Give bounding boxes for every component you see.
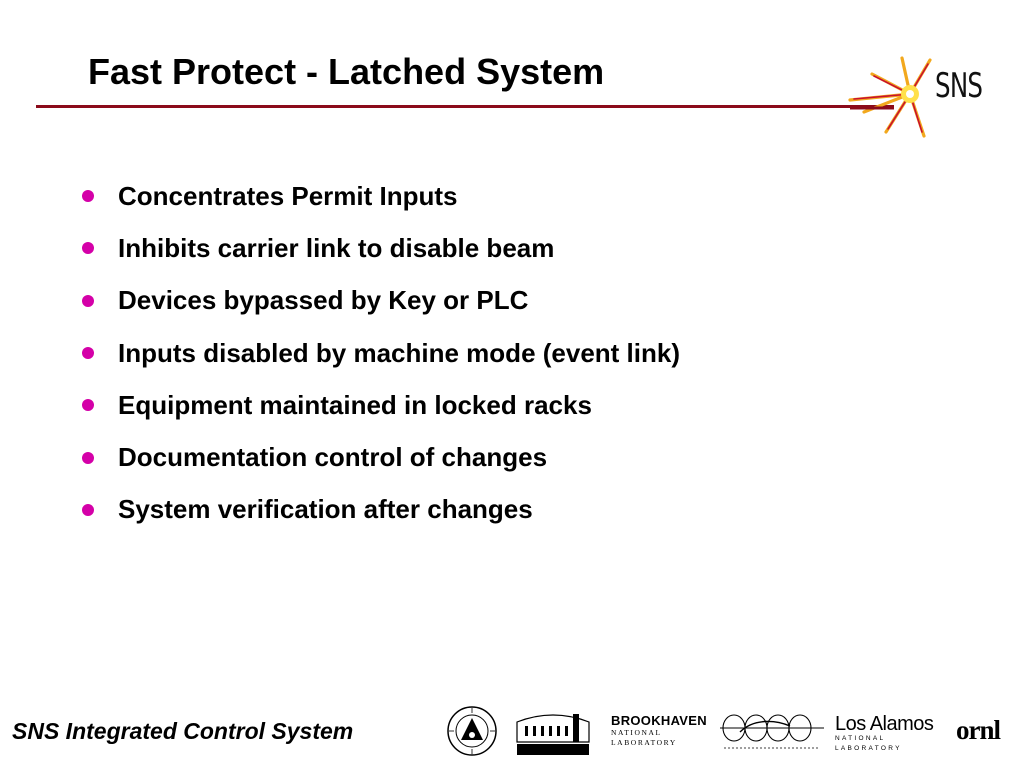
ornl-logo (956, 715, 1018, 745)
berkeley-lab-logo (511, 702, 595, 758)
bullet-item (80, 170, 680, 222)
bullet-item (80, 275, 680, 327)
footer-title: SNS Integrated Control System (12, 718, 354, 744)
bullet-item (80, 379, 680, 431)
brookhaven-logo (611, 714, 707, 748)
argonne-logo (446, 705, 498, 757)
brookhaven-subtitle: NATIONAL LABORATORY (611, 728, 677, 747)
bullet-dot (82, 399, 94, 411)
ornl-wordmark: ornl (956, 715, 1001, 745)
bullet-dot (82, 347, 94, 359)
los-alamos-subtitle: NATIONAL LABORATORY (835, 735, 902, 752)
bullet-item (80, 431, 680, 483)
bullet-dot (82, 295, 94, 307)
bullet-text: Inputs disabled by machine mode (event link) (118, 337, 680, 368)
bullet-item (80, 327, 680, 379)
slide-title: Fast Protect - Latched System (88, 51, 605, 92)
los-alamos-logo (835, 713, 945, 752)
jefferson-lab-logo (720, 708, 824, 754)
bullet-text: Equipment maintained in locked racks (118, 389, 592, 420)
title-underline (36, 105, 894, 108)
bullet-dot (82, 504, 94, 516)
bullet-text: System verification after changes (118, 494, 533, 525)
bullet-dot (82, 190, 94, 202)
brookhaven-name: BROOKHAVEN (611, 713, 707, 728)
bullet-text: Devices bypassed by Key or PLC (118, 285, 529, 316)
bullet-item (80, 222, 680, 274)
bullet-text: Inhibits carrier link to disable beam (118, 232, 555, 263)
sns-logo-text: SNS (935, 66, 983, 106)
bullet-item (80, 484, 680, 536)
bullet-list (80, 170, 680, 536)
bullet-text: Concentrates Permit Inputs (118, 180, 458, 211)
bullet-text: Documentation control of changes (118, 442, 548, 473)
bullet-dot (82, 242, 94, 254)
los-alamos-name: Los Alamos (835, 713, 934, 735)
bullet-dot (82, 452, 94, 464)
